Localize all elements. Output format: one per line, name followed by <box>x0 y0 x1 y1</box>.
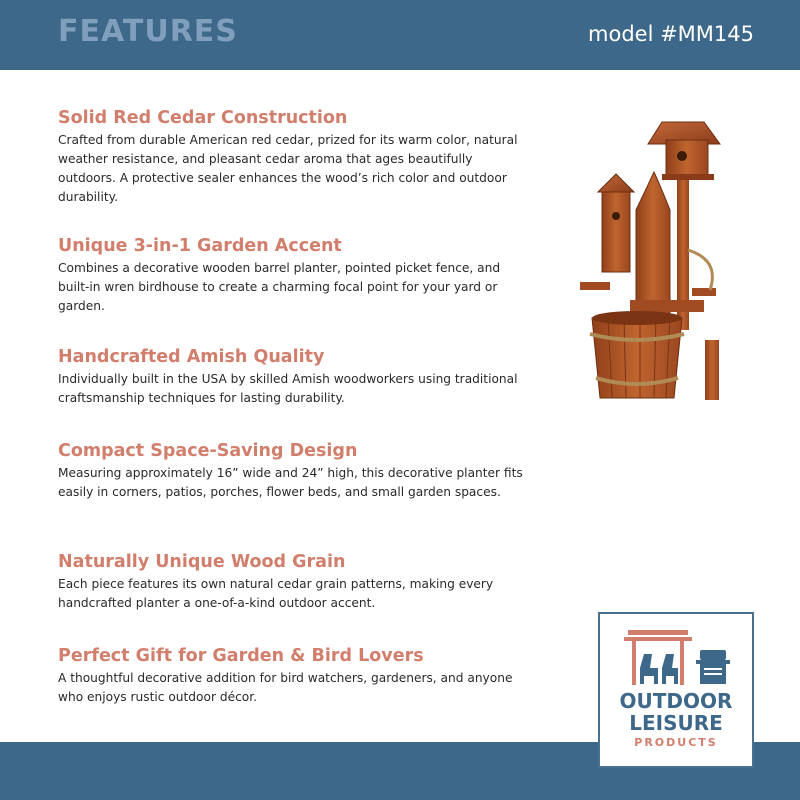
product-image <box>570 110 730 410</box>
feature-item <box>58 439 528 502</box>
header-bar <box>0 0 800 70</box>
feature-description: A thoughtful decorative addition for bird watchers, gardeners, and anyone who enjoys rustic outdoor décor. <box>58 671 513 704</box>
feature-description: Each piece features its own natural cedar grain patterns, making every handcrafted planter a one-of-a-kind outdoor accent. <box>58 577 494 610</box>
model-number: model #MM145 <box>588 22 754 46</box>
feature-title: Naturally Unique Wood Grain <box>58 552 346 572</box>
feature-title: Unique 3-in-1 Garden Accent <box>58 236 342 256</box>
feature-item <box>58 234 528 316</box>
page-title: FEATURES <box>58 14 238 49</box>
feature-title: Compact Space-Saving Design <box>58 441 358 461</box>
pergola-icon <box>600 620 752 692</box>
logo-line-2: LEISURE <box>629 711 723 735</box>
feature-description: Individually built in the USA by skilled Amish woodworkers using traditional craftsmanship techniques for lasting durability. <box>58 372 518 405</box>
feature-description: Measuring approximately 16” wide and 24” high, this decorative planter fits easily in corners, patios, porches, flower beds, and small garden spaces. <box>58 466 523 499</box>
feature-item <box>58 345 528 408</box>
feature-title: Perfect Gift for Garden & Bird Lovers <box>58 646 424 666</box>
logo-line-1: OUTDOOR <box>619 689 733 713</box>
feature-item <box>58 106 528 207</box>
feature-item <box>58 550 528 613</box>
brand-logo <box>598 612 754 768</box>
logo-line-3: PRODUCTS <box>634 736 718 749</box>
feature-title: Solid Red Cedar Construction <box>58 108 348 128</box>
feature-description: Combines a decorative wooden barrel planter, pointed picket fence, and built-in wren birdhouse to create a charming focal point for your yard or garden. <box>58 261 501 313</box>
feature-item <box>58 644 528 707</box>
feature-description: Crafted from durable American red cedar, prized for its warm color, natural weather resistance, and pleasant cedar aroma that ages beautifully outdoors. A protective sealer enhances the wood’s rich color and outdoor durability. <box>58 133 518 204</box>
feature-title: Handcrafted Amish Quality <box>58 347 325 367</box>
